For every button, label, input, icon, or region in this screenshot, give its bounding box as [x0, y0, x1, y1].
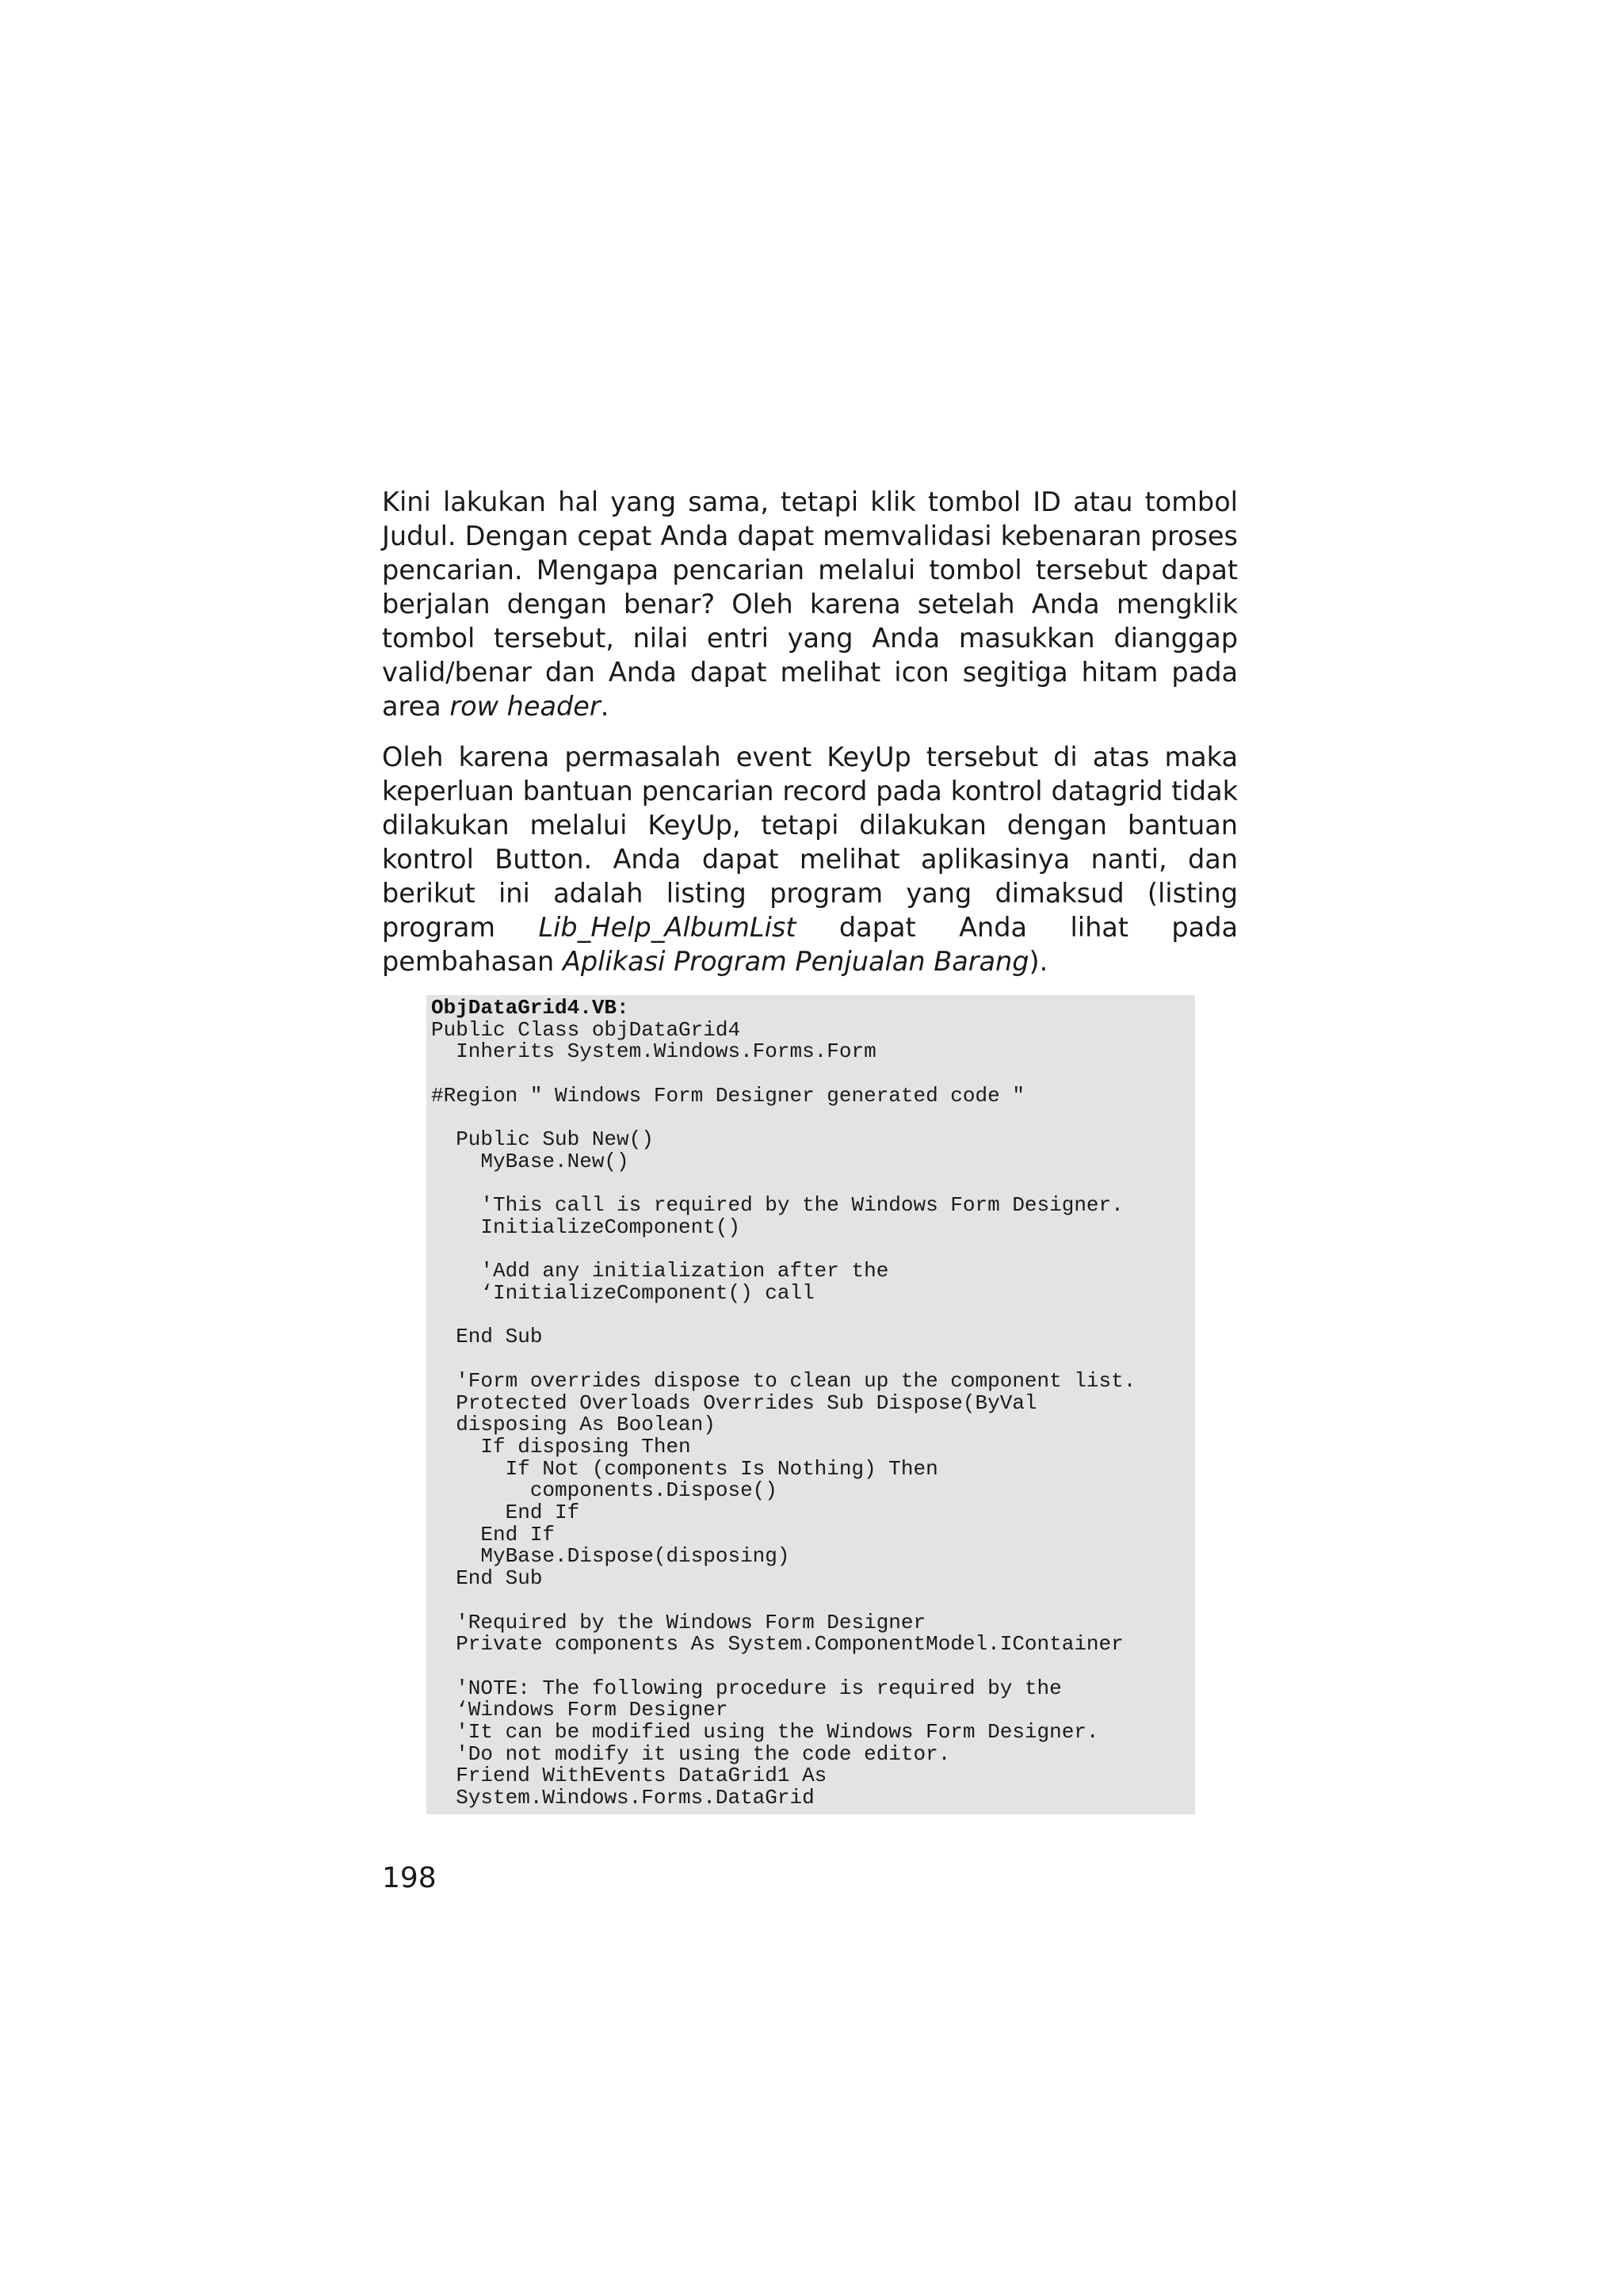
code-line: InitializeComponent() [431, 1215, 741, 1239]
code-line [431, 1590, 1190, 1612]
code-line: Public Sub New() [431, 1127, 654, 1152]
code-line [431, 1656, 1190, 1678]
code-line: MyBase.New() [431, 1149, 629, 1173]
code-lines [431, 1017, 1190, 1810]
code-line: components.Dispose() [431, 1478, 777, 1503]
code-line: MyBase.Dispose(disposing) [431, 1544, 790, 1569]
paragraph-search-validation [382, 485, 1238, 723]
code-listing [426, 995, 1195, 1814]
code-line [431, 1239, 1190, 1261]
code-line: ‘Windows Form Designer [431, 1698, 728, 1722]
paragraph-keyup-problem [382, 740, 1238, 978]
code-line: 'It can be modified using the Windows Form Designer. [431, 1720, 1099, 1745]
code-line: End Sub [431, 1325, 543, 1349]
code-line: Protected Overloads Overrides Sub Dispose(ByVal [431, 1390, 1037, 1415]
code-line: ‘InitializeComponent() call [431, 1281, 815, 1306]
paragraph2-text-2: dapat Anda lihat pada pembahasan [382, 912, 1238, 977]
code-line: Friend WithEvents DataGrid1 As [431, 1764, 827, 1788]
code-line: If disposing Then [431, 1434, 691, 1459]
code-line: End If [431, 1522, 556, 1547]
code-line: 'Required by the Windows Form Designer [431, 1610, 926, 1634]
code-line: If Not (components Is Nothing) Then [431, 1456, 938, 1481]
code-line [431, 1348, 1190, 1371]
code-line: 'This call is required by the Windows Form Designer. [431, 1193, 1124, 1218]
code-line: End Sub [431, 1566, 543, 1591]
paragraph1-text-2: . [600, 691, 609, 722]
code-line: 'Form overrides dispose to clean up the component list. [431, 1368, 1136, 1393]
code-line: Public Class objDataGrid4 [431, 1017, 741, 1042]
code-line: End If [431, 1501, 580, 1525]
paragraph2-italic-listing-name: Lib_Help_AlbumList [538, 912, 796, 943]
code-line [431, 1305, 1190, 1327]
code-line [431, 1108, 1190, 1130]
code-line [431, 1173, 1190, 1196]
code-line: 'Add any initialization after the [431, 1259, 889, 1283]
paragraph2-italic-section-name: Aplikasi Program Penjualan Barang [562, 946, 1029, 977]
page-number: 198 [382, 1862, 437, 1894]
paragraph2-text-1: Oleh karena permasalah event KeyUp tersebut di atas maka keperluan bantuan pencarian record pada kontrol datagrid tidak dilakukan melalui KeyUp, tetapi dilakukan dengan bantuan kontrol Button. Anda dapat melihat aplikasinya nanti, dan berikut ini adalah listing program yang dimaksud (listing program [382, 742, 1238, 943]
code-line [431, 1063, 1190, 1085]
code-line: disposing As Boolean) [431, 1413, 716, 1437]
code-line: 'Do not modify it using the code editor. [431, 1741, 951, 1766]
code-line: System.Windows.Forms.DataGrid [431, 1786, 815, 1810]
code-listing-title: ObjDataGrid4.VB: [431, 996, 629, 1020]
code-line: Inherits System.Windows.Forms.Form [431, 1039, 876, 1064]
code-line: Private components As System.ComponentModel.IContainer [431, 1632, 1124, 1657]
code-line: 'NOTE: The following procedure is required by the [431, 1676, 1062, 1700]
paragraph1-italic-term: row header [449, 691, 601, 722]
code-line: #Region " Windows Form Designer generated code " [431, 1083, 1025, 1108]
paragraph1-text-1: Kini lakukan hal yang sama, tetapi klik tombol ID atau tombol Judul. Dengan cepat Anda dapat memvalidasi kebenaran proses pencarian. Mengapa pencarian melalui tombol tersebut dapat berjalan dengan benar? Oleh karena setelah Anda mengklik tombol tersebut, nilai entri yang Anda masukkan dianggap valid/benar dan Anda dapat melihat icon segitiga hitam pada area [382, 486, 1238, 722]
paragraph2-text-3: ). [1029, 946, 1048, 977]
